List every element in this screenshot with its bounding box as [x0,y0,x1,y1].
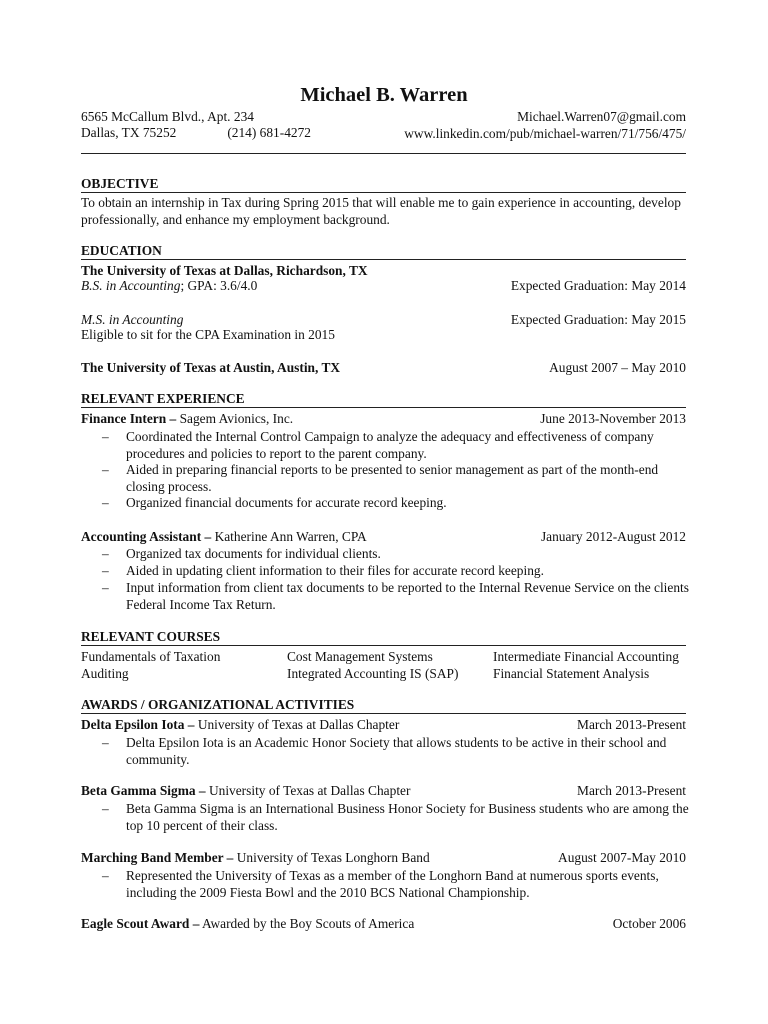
award-row [81,782,686,799]
award-org: University of Texas at Dallas Chapter [194,717,400,732]
course-item: Cost Management Systems [287,649,433,664]
job-dates: January 2012-August 2012 [540,529,686,544]
course-item: Financial Statement Analysis [493,666,650,681]
degree-bs-gpa: ; GPA: 3.6/4.0 [180,278,258,293]
bullet-text: Aided in preparing financial reports to be presented to senior management as part of the month-end closing process. [126,462,659,494]
cpa-eligibility: Eligible to sit for the CPA Examination in 2015 [81,327,335,342]
award-dates: March 2013-Present [577,783,686,798]
degree-bs-row [81,277,686,294]
address-line: 6565 McCallum Blvd., Apt. 234 [81,109,254,124]
bullet-text: Represented the University of Texas as a member of the Longhorn Band at numerous sports events, including the 2009 Fiesta Bowl and the 2010 BCS National Championship. [126,868,659,900]
bullet-dash: – [102,429,109,444]
school-ut-austin: The University of Texas at Austin, Austin, TX [81,360,341,375]
list-item [102,461,690,495]
list-item [102,800,690,834]
bullet-text: Delta Epsilon Iota is an Academic Honor Society that allows students to be active in their school and community. [126,735,667,767]
job-row [81,528,686,545]
list-item [102,579,690,613]
job-dates: June 2013-November 2013 [540,411,686,426]
bullet-text: Organized financial documents for accurate record keeping. [126,495,447,510]
award-row [81,849,686,866]
course-item: Integrated Accounting IS (SAP) [287,666,459,681]
award-heading [81,849,430,866]
bullet-dash: – [102,868,109,883]
school-ut-austin-date: August 2007 – May 2010 [549,360,686,375]
bullet-dash: – [102,462,109,477]
course-row [81,648,686,665]
section-heading-education: EDUCATION [81,243,686,260]
bullet-text: Organized tax documents for individual clients. [126,546,381,561]
objective-text: To obtain an internship in Tax during Spring 2015 that will enable me to gain experience in accounting, develop professionally, and enhance my employment background. [81,195,681,227]
address-city: Dallas, TX 75252 [81,125,177,140]
school-utd: The University of Texas at Dallas, Richardson, TX [81,263,368,278]
award-org: University of Texas Longhorn Band [233,850,430,865]
list-item [102,428,690,462]
section-heading-courses: RELEVANT COURSES [81,629,686,646]
award-dates: March 2013-Present [577,717,686,732]
degree-bs-title: B.S. in Accounting [81,278,181,293]
course-item: Auditing [81,666,129,681]
bullet-dash: – [102,801,109,816]
bullet-text: Coordinated the Internal Control Campaign to analyze the adequacy and effectiveness of company procedures and policies to report to the parent company. [126,429,654,461]
job-org: Katherine Ann Warren, CPA [211,529,367,544]
job-heading [81,528,367,545]
degree-ms-title: M.S. in Accounting [81,312,184,327]
award-row [81,915,686,932]
header-divider [81,153,686,154]
list-item [102,734,690,768]
school-ut-austin-row [81,359,686,376]
award-heading [81,716,399,733]
course-item: Fundamentals of Taxation [81,649,221,664]
bullet-dash: – [102,735,109,750]
bullet-dash: – [102,580,109,595]
award-title: Beta Gamma Sigma – [81,783,206,798]
linkedin-link[interactable]: www.linkedin.com/pub/michael-warren/71/756/475/ [404,126,686,141]
degree-ms-date: Expected Graduation: May 2015 [510,312,686,327]
job-org: Sagem Avionics, Inc. [176,411,294,426]
award-dates: October 2006 [612,916,686,931]
award-title: Marching Band Member – [81,850,234,865]
award-heading [81,915,414,932]
candidate-name: Michael B. Warren [300,84,468,106]
bullet-text: Input information from client tax documents to be reported to the Internal Revenue Service on the clients Federal Income Tax Return. [126,580,689,612]
list-item [102,562,690,579]
degree-bs-date: Expected Graduation: May 2014 [510,278,686,293]
section-heading-objective: OBJECTIVE [81,176,686,193]
list-item [102,545,690,562]
bullet-dash: – [102,495,109,510]
city-phone-line [81,124,311,141]
job-row [81,410,686,427]
bullet-text: Aided in updating client information to their files for accurate record keeping. [126,563,544,578]
email-link[interactable]: Michael.Warren07@gmail.com [517,109,686,124]
award-title: Eagle Scout Award – [81,916,200,931]
award-org: Awarded by the Boy Scouts of America [199,916,415,931]
award-org: University of Texas at Dallas Chapter [205,783,411,798]
award-heading [81,782,410,799]
job-heading [81,410,293,427]
section-heading-experience: RELEVANT EXPERIENCE [81,391,686,408]
list-item [102,867,690,901]
list-item [102,494,690,511]
award-title: Delta Epsilon Iota – [81,717,195,732]
bullet-text: Beta Gamma Sigma is an International Business Honor Society for Business students who are among the top 10 percent of their class. [126,801,689,833]
section-heading-awards: AWARDS / ORGANIZATIONAL ACTIVITIES [81,697,686,714]
course-row [81,665,686,682]
award-dates: August 2007-May 2010 [558,850,686,865]
degree-bs [81,277,257,294]
phone-number: (214) 681-4272 [227,125,311,140]
bullet-dash: – [102,546,109,561]
award-row [81,716,686,733]
job-title: Finance Intern – [81,411,177,426]
job-title: Accounting Assistant – [81,529,212,544]
bullet-dash: – [102,563,109,578]
course-item: Intermediate Financial Accounting [493,649,679,664]
